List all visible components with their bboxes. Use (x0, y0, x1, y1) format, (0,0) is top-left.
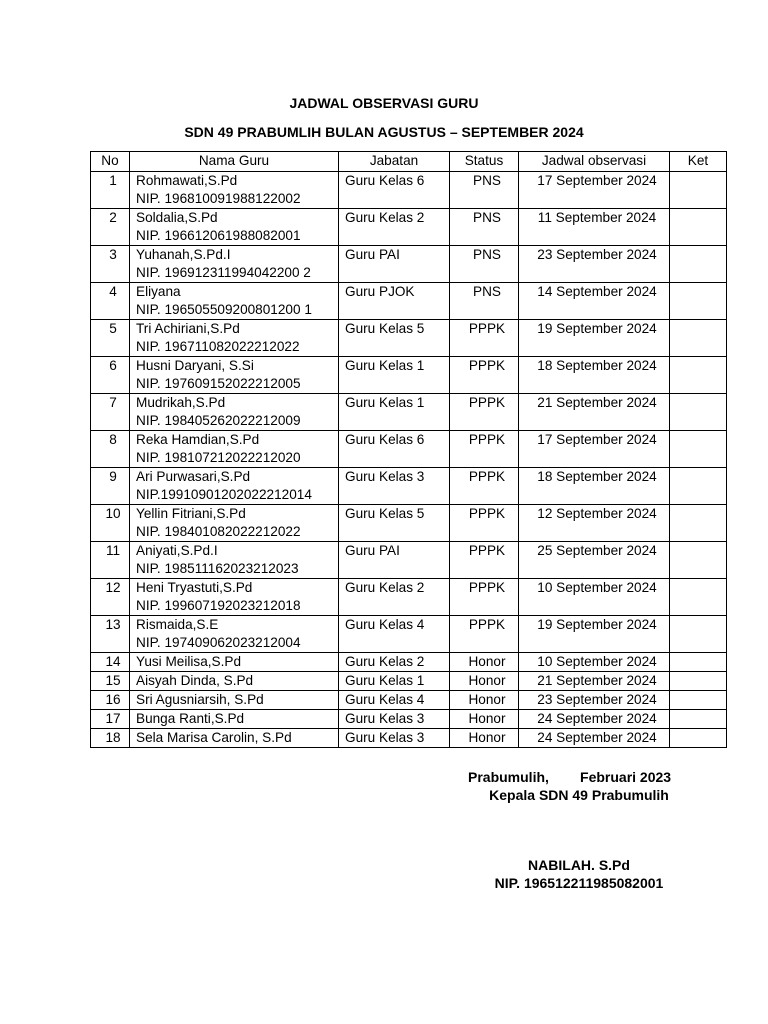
teacher-position: Guru Kelas 2 (339, 579, 450, 616)
row-number: 14 (91, 653, 130, 672)
signature-role: Kepala SDN 49 Prabumulih (489, 787, 669, 803)
remarks (670, 616, 727, 653)
remarks (670, 672, 727, 691)
teacher-name: Mudrikah,S.Pd (136, 395, 226, 410)
teacher-position: Guru Kelas 1 (339, 672, 450, 691)
teacher-position: Guru Kelas 3 (339, 468, 450, 505)
teacher-position: Guru Kelas 1 (339, 394, 450, 431)
teacher-cell (130, 672, 339, 691)
teacher-nip: NIP. 197409062023212004 (136, 635, 301, 650)
teacher-name: Tri Achiriani,S.Pd (136, 321, 240, 336)
teacher-cell (130, 729, 339, 748)
header-nama-guru: Nama Guru (130, 152, 339, 172)
teacher-nip: NIP. 198511162023212023 (136, 561, 299, 576)
remarks (670, 710, 727, 729)
observation-date: 25 September 2024 (519, 542, 670, 579)
row-number: 2 (91, 209, 130, 246)
teacher-nip: NIP. 198401082022212022 (136, 524, 301, 539)
teacher-nip: NIP. 196912311994042200 2 (136, 265, 311, 280)
table-row (91, 394, 727, 431)
teacher-nip: NIP. 198107212022212020 (136, 450, 301, 465)
remarks (670, 357, 727, 394)
teacher-nip: NIP. 196612061988082001 (136, 228, 301, 243)
teacher-name: Rismaida,S.E (136, 617, 219, 632)
schedule-table (90, 151, 727, 748)
remarks (670, 468, 727, 505)
row-number: 10 (91, 505, 130, 542)
table-row (91, 246, 727, 283)
observation-date: 19 September 2024 (519, 616, 670, 653)
row-number: 12 (91, 579, 130, 616)
observation-date: 24 September 2024 (519, 710, 670, 729)
teacher-position: Guru Kelas 5 (339, 505, 450, 542)
row-number: 1 (91, 172, 130, 209)
table-row (91, 616, 727, 653)
teacher-position: Guru Kelas 3 (339, 729, 450, 748)
teacher-nip: NIP. 197609152022212005 (136, 376, 301, 391)
teacher-cell (130, 431, 339, 468)
teacher-status: PNS (450, 246, 519, 283)
observation-date: 17 September 2024 (519, 431, 670, 468)
header-jabatan: Jabatan (339, 152, 450, 172)
observation-date: 17 September 2024 (519, 172, 670, 209)
remarks (670, 653, 727, 672)
remarks (670, 729, 727, 748)
row-number: 8 (91, 431, 130, 468)
teacher-cell (130, 579, 339, 616)
teacher-name: Sri Agusniarsih, S.Pd (136, 692, 264, 707)
teacher-name: Yusi Meilisa,S.Pd (136, 654, 242, 669)
table-row (91, 320, 727, 357)
teacher-position: Guru Kelas 4 (339, 691, 450, 710)
teacher-position: Guru Kelas 3 (339, 710, 450, 729)
teacher-position: Guru Kelas 1 (339, 357, 450, 394)
table-row (91, 672, 727, 691)
teacher-status: PNS (450, 172, 519, 209)
teacher-cell (130, 616, 339, 653)
teacher-cell (130, 357, 339, 394)
teacher-nip: NIP. 199607192023212018 (136, 598, 301, 613)
observation-date: 18 September 2024 (519, 468, 670, 505)
observation-date: 24 September 2024 (519, 729, 670, 748)
header-status: Status (450, 152, 519, 172)
teacher-name: Eliyana (136, 284, 181, 299)
teacher-cell (130, 710, 339, 729)
row-number: 15 (91, 672, 130, 691)
table-row (91, 357, 727, 394)
teacher-status: Honor (450, 672, 519, 691)
observation-date: 23 September 2024 (519, 691, 670, 710)
remarks (670, 542, 727, 579)
table-row (91, 653, 727, 672)
table-row (91, 209, 727, 246)
row-number: 6 (91, 357, 130, 394)
teacher-position: Guru Kelas 6 (339, 172, 450, 209)
teacher-name: Sela Marisa Carolin, S.Pd (136, 730, 292, 745)
observation-date: 19 September 2024 (519, 320, 670, 357)
teacher-nip: NIP. 196810091988122002 (136, 191, 301, 206)
teacher-name: Yellin Fitriani,S.Pd (136, 506, 246, 521)
row-number: 18 (91, 729, 130, 748)
row-number: 9 (91, 468, 130, 505)
teacher-status: PPPK (450, 616, 519, 653)
teacher-cell (130, 653, 339, 672)
remarks (670, 431, 727, 468)
teacher-cell (130, 394, 339, 431)
observation-date: 21 September 2024 (519, 394, 670, 431)
teacher-position: Guru PAI (339, 542, 450, 579)
teacher-position: Guru Kelas 4 (339, 616, 450, 653)
teacher-name: Yuhanah,S.Pd.I (136, 247, 231, 262)
teacher-status: PPPK (450, 468, 519, 505)
teacher-cell (130, 691, 339, 710)
remarks (670, 691, 727, 710)
table-row (91, 468, 727, 505)
row-number: 7 (91, 394, 130, 431)
teacher-cell (130, 320, 339, 357)
teacher-cell (130, 172, 339, 209)
remarks (670, 283, 727, 320)
teacher-status: PPPK (450, 431, 519, 468)
teacher-name: Aisyah Dinda, S.Pd (136, 673, 254, 688)
remarks (670, 505, 727, 542)
table-body (91, 172, 727, 748)
teacher-cell (130, 246, 339, 283)
teacher-name: Aniyati,S.Pd.I (136, 543, 218, 558)
table-row (91, 542, 727, 579)
teacher-position: Guru Kelas 6 (339, 431, 450, 468)
teacher-position: Guru PAI (339, 246, 450, 283)
teacher-status: PPPK (450, 542, 519, 579)
teacher-status: PPPK (450, 505, 519, 542)
teacher-position: Guru Kelas 2 (339, 653, 450, 672)
signature-place-date: Prabumulih, Februari 2023 (468, 769, 672, 785)
table-row (91, 579, 727, 616)
remarks (670, 172, 727, 209)
row-number: 3 (91, 246, 130, 283)
table-row (91, 172, 727, 209)
table-row (91, 505, 727, 542)
teacher-cell (130, 283, 339, 320)
remarks (670, 246, 727, 283)
remarks (670, 209, 727, 246)
table-row (91, 710, 727, 729)
remarks (670, 579, 727, 616)
teacher-name: Reka Hamdian,S.Pd (136, 432, 260, 447)
teacher-status: PNS (450, 283, 519, 320)
teacher-position: Guru PJOK (339, 283, 450, 320)
teacher-status: PNS (450, 209, 519, 246)
observation-date: 11 September 2024 (519, 209, 670, 246)
observation-date: 10 September 2024 (519, 653, 670, 672)
teacher-cell (130, 542, 339, 579)
teacher-position: Guru Kelas 5 (339, 320, 450, 357)
observation-date: 23 September 2024 (519, 246, 670, 283)
row-number: 5 (91, 320, 130, 357)
teacher-status: PPPK (450, 394, 519, 431)
teacher-nip: NIP. 198405262022212009 (136, 413, 301, 428)
observation-date: 12 September 2024 (519, 505, 670, 542)
observation-date: 21 September 2024 (519, 672, 670, 691)
teacher-status: Honor (450, 710, 519, 729)
table-row (91, 431, 727, 468)
teacher-status: Honor (450, 691, 519, 710)
teacher-name: Rohmawati,S.Pd (136, 173, 238, 188)
teacher-status: PPPK (450, 357, 519, 394)
table-row (91, 729, 727, 748)
teacher-name: Husni Daryani, S.Si (136, 358, 254, 373)
teacher-status: PPPK (450, 320, 519, 357)
row-number: 17 (91, 710, 130, 729)
table-row (91, 283, 727, 320)
row-number: 16 (91, 691, 130, 710)
teacher-nip: NIP. 196505509200801200 1 (136, 302, 312, 317)
teacher-nip: NIP.19910901202022212014 (136, 487, 312, 502)
teacher-cell (130, 505, 339, 542)
teacher-name: Heni Tryastuti,S.Pd (136, 580, 253, 595)
document-subtitle: SDN 49 PRABUMLIH BULAN AGUSTUS – SEPTEMBER 2024 (184, 124, 584, 140)
table-header-row (91, 152, 727, 172)
header-ket: Ket (670, 152, 727, 172)
teacher-name: Ari Purwasari,S.Pd (136, 469, 251, 484)
remarks (670, 394, 727, 431)
row-number: 4 (91, 283, 130, 320)
observation-date: 10 September 2024 (519, 579, 670, 616)
teacher-status: Honor (450, 653, 519, 672)
remarks (670, 320, 727, 357)
signature-nip: NIP. 196512211985082001 (494, 875, 664, 891)
observation-date: 14 September 2024 (519, 283, 670, 320)
header-jadwal-observasi: Jadwal observasi (519, 152, 670, 172)
teacher-cell (130, 209, 339, 246)
row-number: 13 (91, 616, 130, 653)
teacher-nip: NIP. 196711082022212022 (136, 339, 300, 354)
teacher-name: Soldalia,S.Pd (136, 210, 218, 225)
teacher-status: Honor (450, 729, 519, 748)
teacher-cell (130, 468, 339, 505)
teacher-status: PPPK (450, 579, 519, 616)
table-row (91, 691, 727, 710)
row-number: 11 (91, 542, 130, 579)
document-title: JADWAL OBSERVASI GURU (289, 95, 479, 111)
teacher-name: Bunga Ranti,S.Pd (136, 711, 245, 726)
header-no: No (91, 152, 130, 172)
signature-name: NABILAH. S.Pd (528, 857, 630, 873)
observation-date: 18 September 2024 (519, 357, 670, 394)
teacher-position: Guru Kelas 2 (339, 209, 450, 246)
